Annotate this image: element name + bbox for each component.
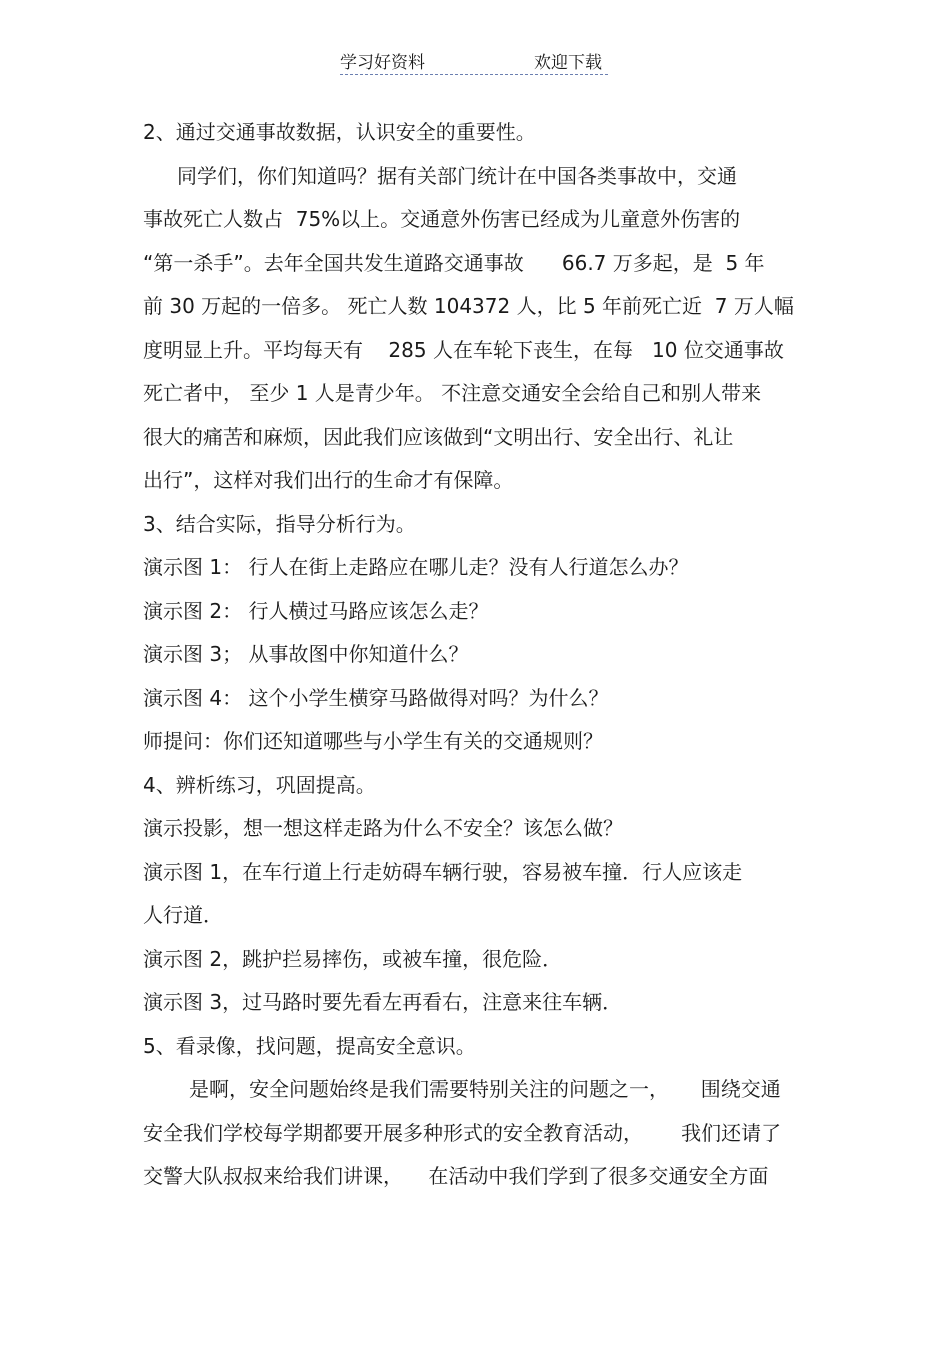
teacher-question: 师提问：你们还知道哪些与小学生有关的交通规则？ xyxy=(143,729,603,753)
document-body xyxy=(143,118,813,1206)
demo-item: 人行道． xyxy=(143,903,223,927)
paragraph-line: 度明显上升。平均每天有 285 人在车轮下丧生，在每 10 位交通事故 xyxy=(143,337,784,362)
demo-item: 演示投影，想一想这样走路为什么不安全？该怎么做？ xyxy=(143,816,623,840)
paragraph-line: “第一杀手”。去年全国共发生道路交通事故 66.7 万多起，是 5 年 xyxy=(143,250,765,275)
page-header xyxy=(340,48,608,75)
demo-item: 演示图 2： 行人横过马路应该怎么走？ xyxy=(143,598,489,623)
paragraph-line: 死亡者中， 至少 1 人是青少年。 不注意交通安全会给自己和别人带来 xyxy=(143,381,762,405)
section-heading-2: 2、通过交通事故数据，认识安全的重要性。 xyxy=(143,120,536,144)
demo-item: 演示图 1： 行人在街上走路应在哪儿走？没有人行道怎么办？ xyxy=(143,555,689,579)
demo-item: 演示图 3； 从事故图中你知道什么？ xyxy=(143,642,469,666)
header-left-text: 学习好资料 xyxy=(340,53,425,73)
paragraph-line: 出行”，这样对我们出行的生命才有保障。 xyxy=(143,468,514,492)
section-heading-5: 5、看录像，找问题，提高安全意识。 xyxy=(143,1033,476,1058)
demo-item: 演示图 2，跳护拦易摔伤，或被车撞，很危险． xyxy=(143,946,563,971)
demo-item: 演示图 4： 这个小学生横穿马路做得对吗？为什么？ xyxy=(143,685,609,710)
paragraph-line: 前 30 万起的一倍多。 死亡人数 104372 人，比 5 年前死亡近 7 万人幅 xyxy=(143,294,794,318)
paragraph-line: 是啊，安全问题始终是我们需要特别关注的问题之一， 围绕交通 xyxy=(189,1077,781,1101)
section-heading-4: 4、辨析练习，巩固提高。 xyxy=(143,772,376,797)
demo-item: 演示图 3，过马路时要先看左再看右，注意来往车辆． xyxy=(143,990,623,1014)
section-heading-3: 3、结合实际，指导分析行为。 xyxy=(143,511,416,536)
paragraph-line: 同学们，你们知道吗？据有关部门统计在中国各类事故中，交通 xyxy=(177,163,737,188)
demo-item: 演示图 1，在车行道上行走妨碍车辆行驶，容易被车撞．行人应该走 xyxy=(143,859,743,884)
paragraph-line: 事故死亡人数占 75%以上。交通意外伤害已经成为儿童意外伤害的 xyxy=(143,207,741,231)
paragraph-line: 安全我们学校每学期都要开展多种形式的安全教育活动， 我们还请了 xyxy=(143,1120,782,1145)
paragraph-line: 交警大队叔叔来给我们讲课， 在活动中我们学到了很多交通安全方面 xyxy=(143,1164,769,1188)
paragraph-line: 很大的痛苦和麻烦，因此我们应该做到“文明出行、安全出行、礼让 xyxy=(143,424,734,449)
header-right-text: 欢迎下载 xyxy=(534,53,602,73)
